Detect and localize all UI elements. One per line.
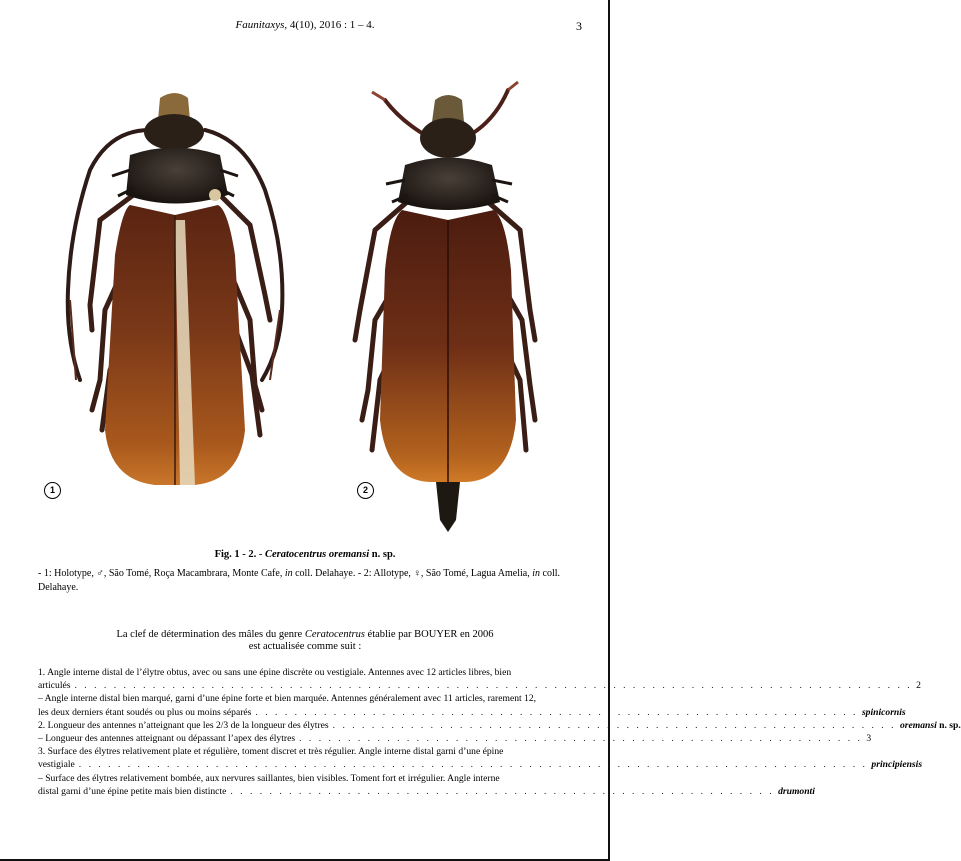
figure-caption: [0, 549, 610, 560]
couplet-2-ref-species: oremansi: [899, 719, 937, 731]
couplet-1b-text: les deux derniers étant soudés ou plus ou moins séparés: [38, 706, 252, 718]
couplet-2b-ref: 3: [866, 732, 872, 744]
species-suffix: n. sp.: [369, 549, 396, 560]
couplet-3-text: vestigiale: [38, 759, 75, 771]
couplet-1-line-2: [38, 679, 921, 692]
leader-dots: . . . . . . . . . . . . . . . . . . . . . . . . . . . . . . . . . . . . . . . . . . . . . . . . . . . . . . . . . .: [299, 732, 863, 744]
leader-dots: . . . . . . . . . . . . . . . . . . . . . . . . . . . . . . . . . . . . . . . . . . . . . . . . . . . . . . . . . . . . . . . . . . . . . . . . . . . . . . . . .: [78, 759, 868, 771]
journal-name: Faunitaxys: [235, 19, 285, 31]
key-title: [0, 629, 610, 653]
figure-plate: [30, 80, 580, 540]
key-title-line-1: [0, 629, 610, 641]
couplet-3b-ref: drumonti: [778, 785, 815, 797]
journal-citation: , 4(10), 2016 : 1 – 4.: [284, 19, 375, 31]
couplet-3-line-1: 3. Surface des élytres relativement plate et régulière, toment discret et très régulier. Angle interne distal garni d’une épine: [38, 746, 504, 758]
caption-detail-a: - 1: Holotype, ♂, São Tomé, Roça Macambrara, Monte Cafe,: [38, 568, 283, 579]
couplet-3b-line-2: [38, 785, 815, 798]
couplet-3-ref: principiensis: [871, 759, 923, 771]
caption-detail: [38, 567, 573, 595]
page-number: 3: [576, 19, 582, 33]
caption-detail-b: coll. Delahaye. - 2: Allotype, ♀, São Tomé, Lagua Amelia,: [295, 568, 530, 579]
couplet-1b-line-2: [38, 706, 906, 719]
figure-label: Fig. 1 - 2.: [214, 549, 257, 560]
leader-dots: . . . . . . . . . . . . . . . . . . . . . . . . . . . . . . . . . . . . . . . . . . . . . . . . . . . . . . . . . . . . . .: [255, 706, 858, 718]
couplet-3b-text: distal garni d’une épine petite mais bien distincte: [38, 785, 227, 797]
couplet-1-ref: 2: [916, 680, 921, 692]
key-title-line-2: est actualisée comme suit :: [248, 641, 362, 652]
holotype-beetle: [68, 93, 283, 485]
allotype-beetle: [355, 82, 535, 532]
caption-in-1: in: [284, 568, 293, 579]
identification-key: [38, 666, 961, 798]
key-title-pre: La clef de détermination des mâles du genre: [116, 629, 303, 640]
species-name: Ceratocentrus oremansi: [265, 549, 370, 560]
couplet-2-text: 2. Longueur des antennes n’atteignant que les 2/3 de la longueur des élytres: [38, 719, 329, 731]
couplet-1-line-1: 1. Angle interne distal de l’élytre obtus, avec ou sans une épine discrète ou vestigiale. Antennes avec 12 articles libres, bien: [38, 667, 512, 678]
couplet-1b-ref: spinicornis: [861, 706, 906, 718]
leader-dots: . . . . . . . . . . . . . . . . . . . . . . . . . . . . . . . . . . . . . . . . . . . . . . . . . . . . . . . . . .: [332, 719, 896, 731]
caption-dash: -: [256, 549, 266, 560]
running-head: [0, 19, 610, 31]
caption-in-2: in: [532, 568, 541, 579]
couplet-2b-line-1: [38, 732, 872, 745]
figure-marker-2: 2: [357, 482, 374, 499]
beetle-photographs: [30, 80, 580, 540]
couplet-1b-line-1: – Angle interne distal bien marqué, garni d’une épine forte et bien marquée. Antennes généralement avec 11 articles, rarement 12,: [38, 693, 537, 705]
couplet-2-line-1: [38, 719, 961, 732]
couplet-3b-line-1: – Surface des élytres relativement bombée, aux nervures saillantes, bien visibles. Toment fort et irrégulier. Angle interne: [38, 772, 500, 784]
leader-dots: . . . . . . . . . . . . . . . . . . . . . . . . . . . . . . . . . . . . . . . . . . . . . . . . . . . . . . . .: [230, 785, 775, 797]
figure-marker-1: 1: [44, 482, 61, 499]
couplet-2-ref-suffix: n. sp.: [936, 719, 961, 731]
couplet-1-text: articulés: [38, 680, 71, 692]
caption-detail-c: coll. Delahaye.: [38, 568, 561, 593]
couplet-3-line-2: [38, 758, 923, 771]
leader-dots: . . . . . . . . . . . . . . . . . . . . . . . . . . . . . . . . . . . . . . . . . . . . . . . . . . . . . . . . . . . . . . . . . . . . . . . . . . . . . . . . . . . . . .: [74, 680, 913, 692]
genus-name: Ceratocentrus: [304, 629, 365, 640]
couplet-2b-text: – Longueur des antennes atteignant ou dépassant l’apex des élytres: [38, 732, 296, 744]
key-title-post: établie par BOUYER en 2006: [367, 629, 494, 640]
